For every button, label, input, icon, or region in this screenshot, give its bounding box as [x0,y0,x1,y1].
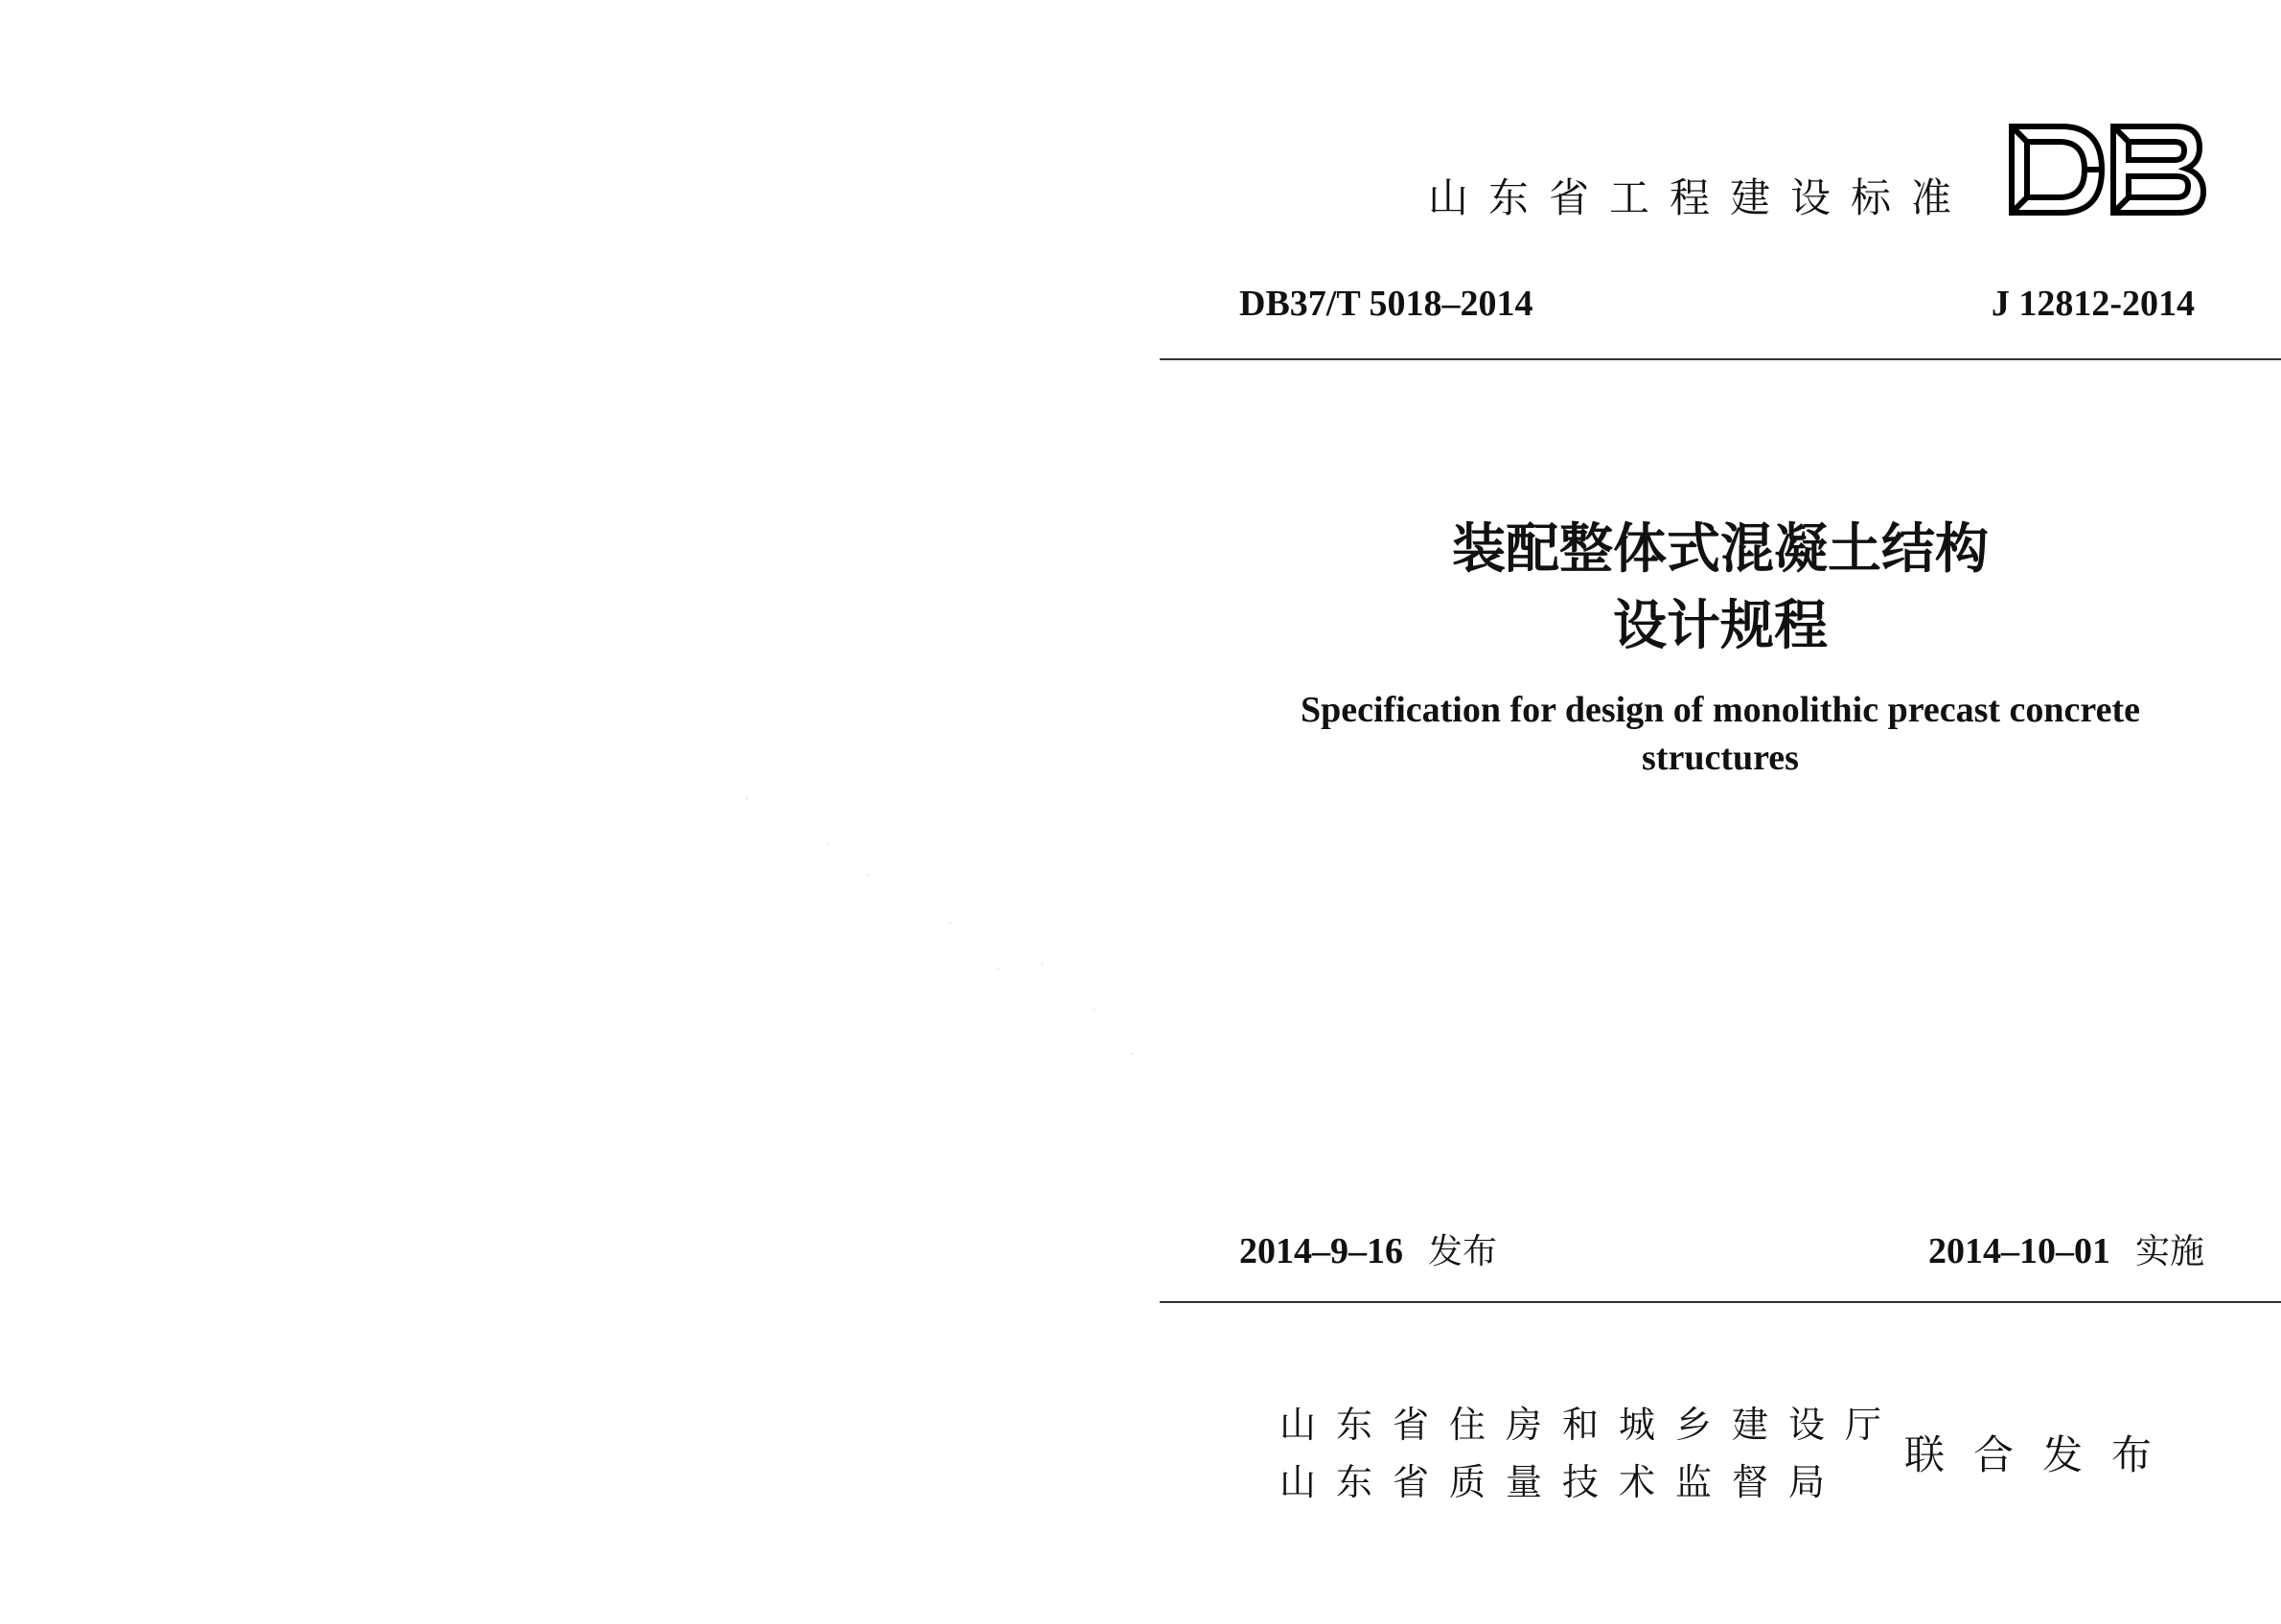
title-cn-line1: 装配整体式混凝土结构 [1452,517,1989,581]
scan-speck [1093,1008,1095,1011]
standard-category: 山东省工程建设标准 [1428,174,1972,221]
title-cn-line2: 设计规程 [1613,594,1828,657]
joint-issue-label: 联合发布 [1904,1431,2181,1478]
scan-speck [1041,962,1044,965]
effective-date-row [1928,1224,2204,1273]
scan-speck [997,968,1000,971]
scan-speck [826,843,829,846]
scan-speck [746,797,749,800]
issuer-line1: 山东省住房和城乡建设厅 [1279,1404,1902,1446]
effective-label: 实施 [2134,1232,2204,1271]
db-logo-icon [2006,121,2207,218]
scan-speck [949,922,952,925]
issue-label: 发布 [1428,1232,1498,1271]
top-divider [1160,358,2281,360]
bottom-divider [1160,1301,2281,1303]
scan-speck [1131,1052,1134,1055]
front-cover [1160,0,2281,1624]
title-en-line2: structures [1642,738,1799,778]
standard-number: DB37/T 5018–2014 [1239,284,1533,324]
issue-date: 2014–9–16 [1239,1231,1403,1271]
record-number: J 12812-2014 [1991,284,2195,324]
issue-date-row [1239,1224,1497,1273]
issuer-line2: 山东省质量技术监督局 [1279,1461,1846,1503]
scan-speck [867,874,870,877]
effective-date: 2014–10–01 [1927,1231,2110,1271]
title-en-line1: Specification for design of monolithic precast concrete [1301,690,2140,730]
